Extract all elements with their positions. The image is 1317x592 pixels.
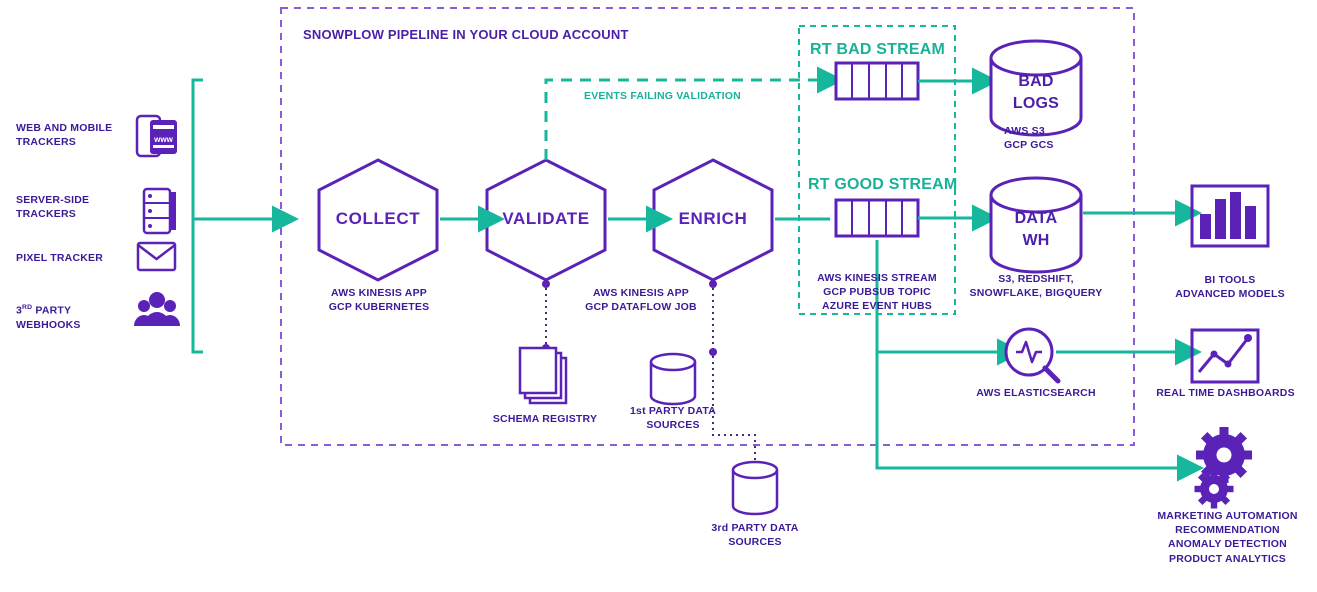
bad-logs-sublabel bbox=[1004, 124, 1134, 152]
bad-logs-line2: LOGS bbox=[1012, 94, 1060, 112]
stream-sub-line2: GCP PUBSUB TOPIC bbox=[823, 286, 931, 299]
events-failing-validation-label: EVENTS FAILING VALIDATION bbox=[584, 90, 741, 102]
data-wh-sub-line2: SNOWFLAKE, BIGQUERY bbox=[969, 287, 1103, 300]
first-party-line2: SOURCES bbox=[646, 419, 700, 432]
first-party-line1: 1st PARTY DATA bbox=[629, 405, 717, 417]
source-label-webhooks bbox=[16, 303, 131, 332]
collect-sub-line2: GCP KUBERNETES bbox=[328, 301, 430, 314]
bi-tools-label bbox=[1150, 273, 1310, 301]
apps-line1: MARKETING AUTOMATION bbox=[1157, 510, 1298, 522]
webhooks-suffix: PARTY bbox=[32, 304, 72, 317]
webhooks-line2: WEBHOOKS bbox=[16, 318, 81, 331]
source-server-line1: SERVER-SIDE bbox=[16, 194, 90, 206]
bad-stream-queue bbox=[836, 63, 918, 99]
server-icon bbox=[144, 189, 176, 233]
apps-line3: ANOMALY DETECTION bbox=[1168, 538, 1287, 551]
webhooks-prefix: 3 bbox=[16, 304, 23, 317]
schema-registry-icon bbox=[520, 348, 566, 403]
collect-sublabel bbox=[308, 286, 450, 314]
gears-icon bbox=[1195, 427, 1253, 509]
third-party-line2: SOURCES bbox=[728, 536, 782, 549]
line-chart-icon bbox=[1192, 330, 1258, 382]
source-web-line2: TRACKERS bbox=[16, 136, 76, 149]
apps-line2: RECOMMENDATION bbox=[1175, 524, 1280, 537]
source-label-server bbox=[16, 193, 131, 221]
elasticsearch-icon bbox=[1006, 329, 1058, 381]
sources-bracket bbox=[193, 80, 203, 352]
good-stream-queue bbox=[836, 200, 918, 236]
stage-label-enrich: ENRICH bbox=[678, 209, 748, 228]
stream-sub-line1: AWS KINESIS STREAM bbox=[817, 272, 937, 284]
apps-label bbox=[1140, 509, 1315, 566]
third-party-data-label bbox=[690, 521, 820, 549]
third-party-data-cylinder bbox=[733, 462, 777, 514]
real-time-dashboards-label: REAL TIME DASHBOARDS bbox=[1156, 387, 1295, 399]
stream-sub-line3: AZURE EVENT HUBS bbox=[822, 300, 932, 313]
validate-sublabel bbox=[568, 286, 714, 314]
source-web-line1: WEB AND MOBILE bbox=[16, 122, 113, 134]
elasticsearch-label: AWS ELASTICSEARCH bbox=[976, 387, 1096, 399]
third-party-line1: 3rd PARTY DATA bbox=[711, 522, 799, 534]
source-label-web bbox=[16, 121, 131, 149]
data-wh-label bbox=[986, 208, 1086, 251]
bad-logs-sub-line2: GCP GCS bbox=[1004, 139, 1054, 152]
validate-sub-line1: AWS KINESIS APP bbox=[593, 287, 689, 299]
rt-good-stream-label: RT GOOD STREAM bbox=[808, 176, 958, 193]
schema-registry-label: SCHEMA REGISTRY bbox=[492, 413, 598, 425]
data-wh-sub-line1: S3, REDSHIFT, bbox=[998, 273, 1074, 285]
first-party-data-label bbox=[608, 404, 738, 432]
mobile-web-icon bbox=[137, 116, 177, 156]
data-wh-sublabel bbox=[961, 272, 1111, 300]
stage-label-validate: VALIDATE bbox=[502, 209, 590, 228]
source-label-pixel: PIXEL TRACKER bbox=[16, 252, 103, 264]
envelope-icon bbox=[138, 243, 175, 270]
bi-tools-line2: ADVANCED MODELS bbox=[1175, 288, 1285, 301]
bad-logs-sub-line1: AWS S3 bbox=[1004, 125, 1045, 137]
validate-dot bbox=[542, 280, 550, 288]
collect-sub-line1: AWS KINESIS APP bbox=[331, 287, 427, 299]
data-wh-line1: DATA bbox=[1014, 210, 1058, 227]
apps-line4: PRODUCT ANALYTICS bbox=[1169, 552, 1286, 565]
bad-logs-label bbox=[986, 71, 1086, 114]
pipeline-title: SNOWPLOW PIPELINE IN YOUR CLOUD ACCOUNT bbox=[303, 27, 629, 42]
rt-bad-stream-label: RT BAD STREAM bbox=[810, 41, 946, 58]
people-icon bbox=[134, 292, 180, 326]
svg-text:www: www bbox=[154, 135, 173, 144]
stage-label-collect: COLLECT bbox=[335, 209, 421, 228]
stream-sublabel bbox=[807, 271, 947, 314]
webhooks-superscript: RD bbox=[22, 304, 33, 311]
bad-logs-line1: BAD bbox=[1018, 73, 1054, 90]
source-server-line2: TRACKERS bbox=[16, 208, 76, 221]
data-wh-line2: WH bbox=[1022, 231, 1050, 249]
bar-chart-icon bbox=[1192, 186, 1268, 246]
bi-tools-line1: BI TOOLS bbox=[1204, 274, 1256, 286]
validate-sub-line2: GCP DATAFLOW JOB bbox=[585, 301, 697, 314]
first-party-data-cylinder bbox=[651, 354, 695, 404]
